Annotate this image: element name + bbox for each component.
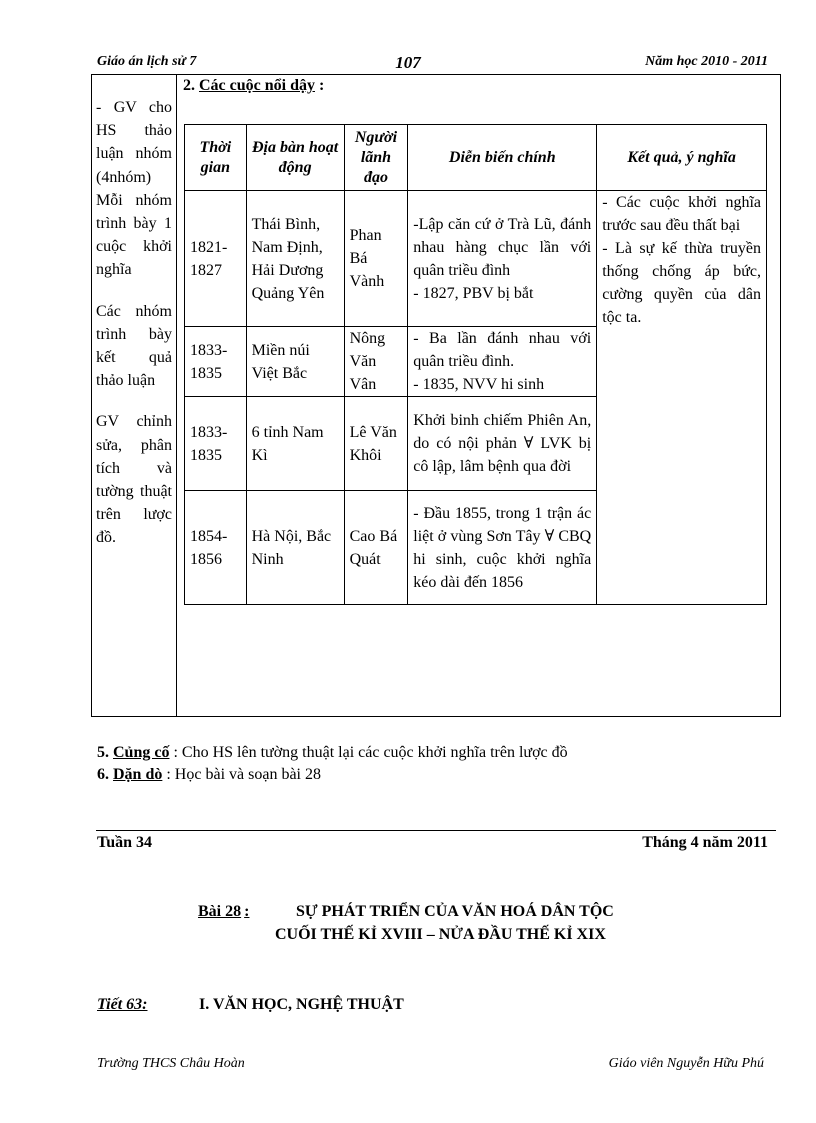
row-3-place: 6 tỉnh Nam Kì xyxy=(246,397,344,491)
homework-text: : Học bài và soạn bài 28 xyxy=(162,766,321,783)
row-2-events: - Ba lần đánh nhau với quân triều đình. - 1835, NVV hi sinh xyxy=(408,327,597,397)
table-header-row xyxy=(185,125,767,191)
row-3-time: 1833-1835 xyxy=(185,397,247,491)
footer-school: Trường THCS Châu Hoàn xyxy=(97,1056,245,1071)
lesson-colon: : xyxy=(244,903,250,920)
row-3-leader: Lê Văn Khôi xyxy=(344,397,408,491)
table-row xyxy=(185,191,767,327)
homework-line xyxy=(97,766,321,784)
lesson-label-text: Bài 28 xyxy=(198,903,242,920)
row-4-leader: Cao Bá Quát xyxy=(344,491,408,605)
results-cell xyxy=(597,191,767,605)
teacher-activity-column xyxy=(96,96,172,550)
lesson-title-line-1: SỰ PHÁT TRIỂN CỦA VĂN HOÁ DÂN TỘC xyxy=(296,903,614,920)
result-2: - Là sự kế thừa truyền thống chống áp bức, cường quyền của dân tộc ta. xyxy=(602,240,761,326)
uprisings-table xyxy=(184,124,767,605)
section-2-heading xyxy=(183,77,324,95)
page-number: 107 xyxy=(395,53,421,72)
section-2-title: Các cuộc nổi dậy xyxy=(199,77,315,94)
row-3-events: Khởi binh chiếm Phiên An, do có nội phản ∀ LVK bị cô lập, lâm bệnh qua đời xyxy=(408,397,597,491)
consolidate-label: Củng cố xyxy=(113,744,170,761)
lesson-number xyxy=(198,903,249,921)
footer-teacher: Giáo viên Nguyễn Hữu Phú xyxy=(608,1056,764,1071)
row-2-time: 1833-1835 xyxy=(185,327,247,397)
row-4-events: - Đầu 1855, trong 1 trận ác liệt ở vùng Sơn Tây ∀ CBQ hi sinh, cuộc khởi nghĩa kéo dài đến 1856 xyxy=(408,491,597,605)
row-1-leader: Phan Bá Vành xyxy=(344,191,408,327)
header-school-year: Năm học 2010 - 2011 xyxy=(645,54,768,69)
section-2-number: 2. xyxy=(183,77,195,94)
period-title: I. VĂN HỌC, NGHỆ THUẬT xyxy=(199,996,404,1013)
lesson-title-line-2: CUỐI THẾ KỈ XVIII – NỬA ĐẦU THẾ KỈ XIX xyxy=(275,926,606,943)
row-1-events: -Lập căn cứ ở Trà Lũ, đánh nhau hàng chục lần với quân triều đình - 1827, PBV bị bắt xyxy=(408,191,597,327)
consolidate-text: : Cho HS lên tường thuật lại các cuộc khởi nghĩa trên lược đồ xyxy=(169,744,568,761)
activity-paragraph-2: Các nhóm trình bày kết quả thảo luận xyxy=(96,302,172,390)
section-divider xyxy=(96,830,776,831)
header-place: Địa bàn hoạt động xyxy=(246,125,344,191)
consolidate-number: 5. xyxy=(97,744,109,761)
row-1-time: 1821-1827 xyxy=(185,191,247,327)
section-2-colon: : xyxy=(315,77,325,94)
header-course: Giáo án lịch sử 7 xyxy=(97,54,197,69)
period-label: Tiết 63: xyxy=(97,996,148,1013)
header-results: Kết quả, ý nghĩa xyxy=(597,125,767,191)
row-4-place: Hà Nội, Bắc Ninh xyxy=(246,491,344,605)
homework-label: Dặn dò xyxy=(113,766,163,783)
row-4-time: 1854-1856 xyxy=(185,491,247,605)
month-label: Tháng 4 năm 2011 xyxy=(642,834,768,851)
activity-paragraph-1: - GV cho HS thảo luận nhóm (4nhóm) Mỗi nhóm trình bày 1 cuộc khởi nghĩa xyxy=(96,99,172,279)
homework-number: 6. xyxy=(97,766,109,783)
header-time: Thời gian xyxy=(185,125,247,191)
activity-paragraph-3: GV chỉnh sửa, phân tích và tường thuật trên lược đồ. xyxy=(96,413,172,547)
consolidate-line xyxy=(97,744,568,762)
result-1: - Các cuộc khởi nghĩa trước sau đều thất bại xyxy=(602,194,761,234)
week-label: Tuần 34 xyxy=(97,834,152,851)
header-events: Diễn biến chính xyxy=(408,125,597,191)
header-leader: Người lãnh đạo xyxy=(344,125,408,191)
row-1-place: Thái Bình, Nam Định, Hải Dương Quảng Yên xyxy=(246,191,344,327)
row-2-place: Miền núi Việt Bắc xyxy=(246,327,344,397)
column-divider xyxy=(176,74,177,717)
row-2-leader: Nông Văn Vân xyxy=(344,327,408,397)
